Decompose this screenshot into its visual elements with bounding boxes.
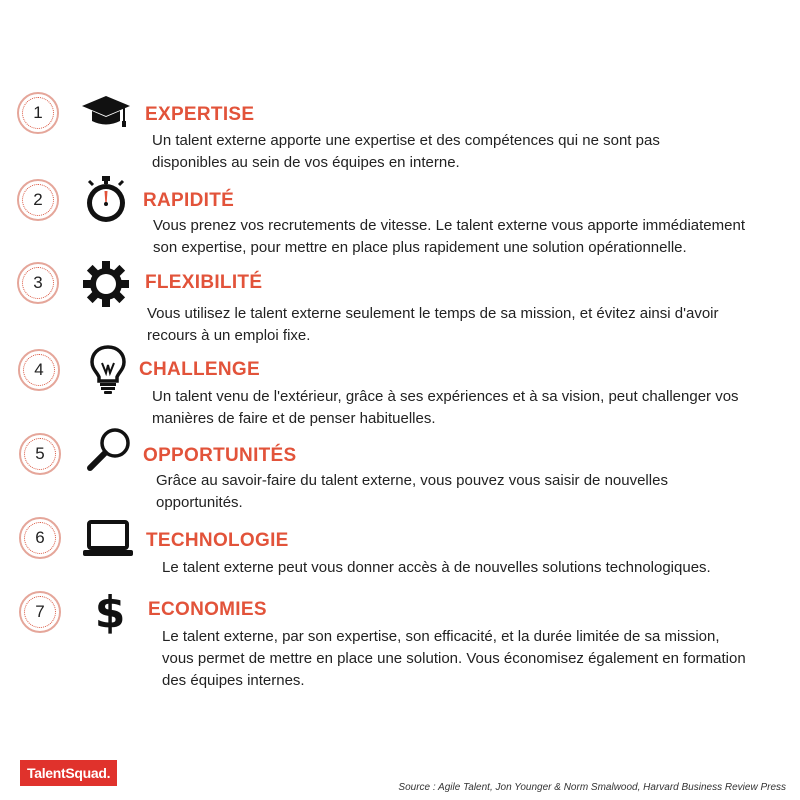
number-badge: 1: [17, 92, 59, 134]
stopwatch-icon: [80, 174, 132, 226]
dollar-icon: [84, 584, 136, 636]
number-badge: 6: [19, 517, 61, 559]
number-badge: 4: [18, 349, 60, 391]
number-badge: 5: [19, 433, 61, 475]
item-title: RAPIDITÉ: [143, 190, 235, 211]
item-description: Vous utilisez le talent externe seulement le temps de sa mission, et évitez ainsi d'avoir recours à un emploi fixe.: [147, 305, 719, 344]
item-title: EXPERTISE: [145, 104, 255, 125]
item-description: Le talent externe, par son expertise, son efficacité, et la durée limitée de sa mission, vous permet de mettre en place une solution. Vous économisez également en formation des équipes internes.: [162, 628, 746, 689]
item-title: OPPORTUNITÉS: [143, 445, 297, 466]
item-description: Un talent externe apporte une expertise et des compétences qui ne sont pas disponibles au sein de vos équipes en interne.: [152, 132, 660, 171]
number-badge: 3: [17, 262, 59, 304]
graduation-cap-icon: [80, 88, 132, 140]
item-title: CHALLENGE: [139, 359, 260, 380]
magnifier-icon: [84, 424, 136, 476]
number-badge: 7: [19, 591, 61, 633]
source-citation: Source : Agile Talent, Jon Younger & Norm Smalwood, Harvard Business Review Press: [398, 782, 786, 793]
lightbulb-icon: [82, 343, 134, 395]
laptop-icon: [82, 510, 134, 562]
gear-icon: [80, 258, 132, 310]
item-description: Le talent externe peut vous donner accès à de nouvelles solutions technologiques.: [162, 559, 711, 576]
item-title: FLEXIBILITÉ: [145, 272, 263, 293]
item-title: TECHNOLOGIE: [146, 530, 289, 551]
svg-text:$: $: [94, 587, 126, 636]
number-badge: 2: [17, 179, 59, 221]
item-description: Vous prenez vos recrutements de vitesse. Le talent externe vous apporte immédiatement son expertise, pour mettre en place plus rapidement une solution opérationnelle.: [153, 217, 745, 256]
item-description: Un talent venu de l'extérieur, grâce à ses expériences et à sa vision, peut challenger vos manières de faire et de penser habituelles.: [152, 388, 739, 427]
talentsquad-logo: TalentSquad.: [20, 760, 117, 786]
item-description: Grâce au savoir-faire du talent externe, vous pouvez vous saisir de nouvelles opportunités.: [156, 472, 668, 511]
item-title: ECONOMIES: [148, 599, 267, 620]
